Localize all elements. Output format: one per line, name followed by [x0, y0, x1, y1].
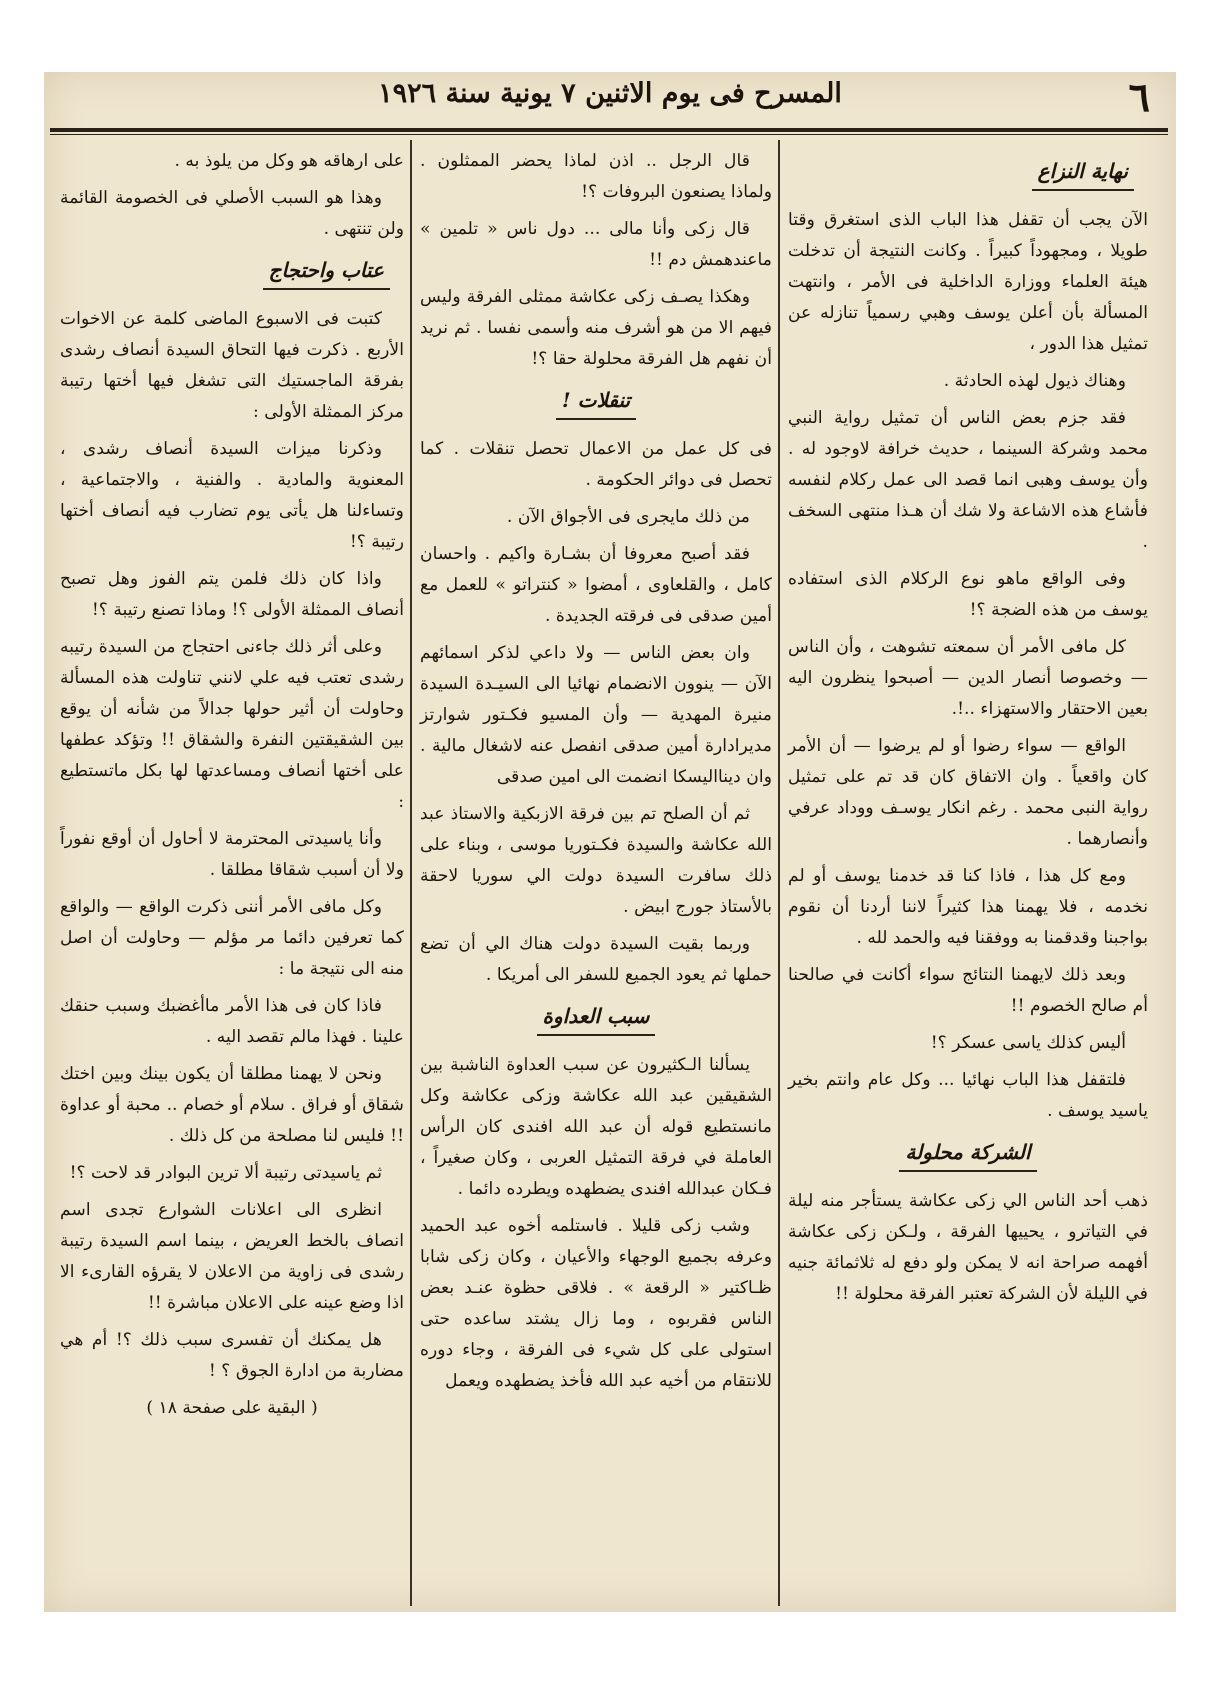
paragraph: وان بعض الناس — ولا داعي لذكر اسمائهم الآن — ينوون الانضمام نهائيا الى السيـدة السيدة منيرة المهدية — وأن المسيو فكـتور شوارتز مديرادارة أمين صدقى انفصل عنه لاشغال مالية . وان دينااليسكا انضمت الى امين صدقى	[420, 643, 772, 787]
column-middle	[420, 146, 772, 1403]
article-heading: نهاية النزاع	[788, 156, 1148, 191]
article-heading: الشركة محلولة	[788, 1137, 1148, 1172]
header-rule-thin	[50, 134, 1168, 135]
article-heading: تنقلات !	[420, 385, 772, 420]
paragraph: وبعد ذلك لايهمنا النتائج سواء أكانت في صالحنا أم صالح الخصوم !!	[788, 965, 1148, 1016]
page-header	[44, 72, 1176, 126]
paragraph: أليس كذلك ياسى عسكر ؟!	[930, 1033, 1126, 1053]
paragraph: وكل مافى الأمر أننى ذكرت الواقع — والواقع كما تعرفين دائما مر مؤلم — وحاولت أن اصل منه الى نتيجة ما :	[60, 897, 404, 979]
paragraph: فقد أصبح معروفا أن بشـارة واكيم . واحسان كامل ، والقلعاوى ، أمضوا « كنتراتو » للعمل مع أمين صدقى فى فرقته الجديدة .	[420, 544, 772, 626]
paragraph: وهذا هو السبب الأصلي فى الخصومة القائمة ولن تنتهى .	[60, 188, 404, 239]
article-heading: عتاب واحتجاج	[60, 255, 404, 290]
paragraph: يسألنا الـكثيرون عن سبب العداوة الناشبة بين الشقيقين عبد الله عكاشة وزكى عكاشة وكل مانستطيع قوله أن عبد الله افندى كان الرأس العاملة في فرقة التمثيل العربى ، وكان صغيراً ، فـكان عبدالله افندى يضطهده ويطرده دائما .	[420, 1055, 772, 1199]
header-rule	[50, 128, 1168, 132]
paragraph: ومع كل هذا ، فاذا كنا قد خدمنا يوسف أو لم نخدمه ، فلا يهمنا هذا كثيراً لاننا أردنا أن نقوم بواجبنا وقدقمنا به ووفقنا فيه والحمد لله .	[788, 866, 1148, 948]
paragraph: قال الرجل .. اذن لماذا يحضر الممثلون . ولماذا يصنعون البروفات ؟!	[420, 151, 772, 202]
paragraph: وفى الواقع ماهو نوع الركلام الذى استفاده يوسف من هذه الضجة ؟!	[788, 569, 1148, 620]
paragraph: وهكذا يصـف زكى عكاشة ممثلى الفرقة وليس فيهم الا من هو أشرف منه وأسمى نفسا . ثم نريد أن نفهم هل الفرقة محلولة حقا ؟!	[420, 287, 772, 369]
paragraph: واذا كان ذلك فلمن يتم الفوز وهل تصبح أنصاف الممثلة الأولى ؟! وماذا تصنع رتيبة ؟!	[60, 569, 404, 620]
column-divider-left	[410, 140, 412, 1606]
paragraph: وشب زكى قليلا . فاستلمه أخوه عبد الحميد وعرفه بجميع الوجهاء والأعيان ، وكان زكى شابا ظـاكتير « الرقعة » . فلاقى حظوة عنـد بعض الناس فقربوه ، وما زال يشتد ساعده حتى استولى على كل شيء فى الفرقة ، وجاء دوره للانتقام من أخيه عبد الله فأخذ يضطهده ويعمل	[420, 1216, 772, 1391]
paragraph: انظرى الى اعلانات الشوارع تجدى اسم انصاف بالخط العريض ، بينما اسم السيدة رتيبة رشدى فى زاوية من الاعلان لا يقرؤه القارىء الا اذا وضع عينه على الاعلان مباشرة !!	[60, 1200, 404, 1313]
paragraph: الواقع — سواء رضوا أو لم يرضوا — أن الأمر كان واقعياً . وان الاتفاق كان قد تم على تمثيل رواية النبى محمد . رغم انكار يوسـف ووداد عرفي وأنصارهما .	[788, 736, 1148, 849]
paragraph: كل مافى الأمر أن سمعته تشوهت ، وأن الناس — وخصوصا أنصار الدين — أصبحوا ينظرون اليه بعين الاحتقار والاستهزاء ..!.	[788, 637, 1148, 719]
paragraph: الآن يجب أن تقفل هذا الباب الذى استغرق وقتا طويلا ، ومجهوداً كبيراً . وكانت النتيجة أن تدخلت هيئة العلماء ووزارة الداخلية فى الأمر ، وانتهت المسألة بأن أعلن يوسف وهبي رسمياً تنازله عن تمثيل هذا الدور ،	[788, 210, 1148, 354]
paragraph: فقد جزم بعض الناس أن تمثيل رواية النبي محمد وشركة السينما ، حديث خرافة لاوجود له . وأن يوسف وهبى انما قصد الى عمل ركلام لنفسه فأشاع هذه الاشاعة ولا شك أن هـذا منتهى السخف .	[788, 408, 1148, 552]
paragraph: قال زكى وأنا مالى ... دول ناس « تلمين » ماعندهمش دم !!	[420, 219, 772, 270]
page-number: ٦	[1128, 74, 1150, 121]
paragraph: وعلى أثر ذلك جاءنى احتجاج من السيدة رتيبه رشدى تعتب فيه علي لانني تناولت هذه المسألة وحاولت أن أثير حولها جدالاً من شأنه أن يوقع بين الشقيقتين النفرة والشقاق !! وتؤكد عطفها على أختها أنصاف ومساعدتها لها بكل ماتستطيع :	[60, 637, 404, 812]
paragraph: وربما بقيت السيدة دولت هناك الي أن تضع حملها ثم يعود الجميع للسفر الى أمريكا .	[420, 934, 772, 985]
paragraph: ذهب أحد الناس الي زكى عكاشة يستأجر منه ليلة في التياترو ، يحييها الفرقة ، ولـكن زكى عكاشة أفهمه صراحة انه لا يمكن ولو دفع له ثلاثمائة جنيه في الليلة لأن الشركة تعتبر الفرقة محلولة !!	[788, 1191, 1148, 1304]
column-left	[60, 146, 404, 1430]
paragraph: فى كل عمل من الاعمال تحصل تنقلات . كما تحصل فى دوائر الحكومة .	[420, 439, 772, 490]
masthead: المسرح فى يوم الاثنين ٧ يونية سنة ١٩٢٦	[378, 78, 842, 109]
paragraph: وأنا ياسيدتى المحترمة لا أحاول أن أوقع نفوراً ولا أن أسبب شقاقا مطلقا .	[60, 829, 404, 880]
paragraph: وذكرنا ميزات السيدة أنصاف رشدى ، المعنوية والمادية . والفنية ، والاجتماعية ، وتساءلنا هل يأتى يوم تضارب فيه أنصاف أختها رتيبة ؟!	[60, 439, 404, 552]
paragraph: ثم أن الصلح تم بين فرقة الازبكية والاستاذ عبد الله عكاشة والسيدة فكـتوريا موسى ، وبناء على ذلك سافرت السيدة دولت الي سوريا لاحقة بالأستاذ جورج ابيض .	[420, 804, 772, 917]
paragraph: ثم ياسيدتى رتيبة ألا ترين البوادر قد لاحت ؟!	[69, 1163, 382, 1183]
paragraph: على ارهاقه هو وكل من يلوذ به .	[174, 151, 404, 171]
paragraph: فاذا كان فى هذا الأمر ماأغضبك وسبب حنقك علينا . فهذا مالم تقصد اليه .	[60, 996, 404, 1047]
continued-note: ( البقية على صفحة ١٨ )	[146, 1398, 318, 1418]
article-heading: سبب العداوة	[420, 1001, 772, 1036]
paragraph: كتبت فى الاسبوع الماضى كلمة عن الاخوات الأربع . ذكرت فيها التحاق السيدة أنصاف رشدى بفرقة الماجستيك التى تشغل فيها أختها رتيبة مركز الممثلة الأولى :	[60, 309, 404, 422]
paragraph: فلتقفل هذا الباب نهائيا ... وكل عام وانتم بخير ياسيد يوسف .	[788, 1070, 1148, 1121]
paragraph: وهناك ذيول لهذه الحادثة .	[943, 371, 1126, 391]
paragraph: هل يمكنك أن تفسرى سبب ذلك ؟! أم هي مضاربة من ادارة الجوق ؟ !	[60, 1330, 404, 1381]
paragraph: ونحن لا يهمنا مطلقا أن يكون بينك وبين اختك شقاق أو فراق . سلام أو خصام .. محبة أو عداوة !! فليس لنا مصلحة من كل ذلك .	[60, 1064, 404, 1146]
column-divider-right	[778, 140, 780, 1606]
paragraph: من ذلك مايجرى فى الأجواق الآن .	[506, 507, 750, 527]
column-right	[788, 146, 1148, 1316]
